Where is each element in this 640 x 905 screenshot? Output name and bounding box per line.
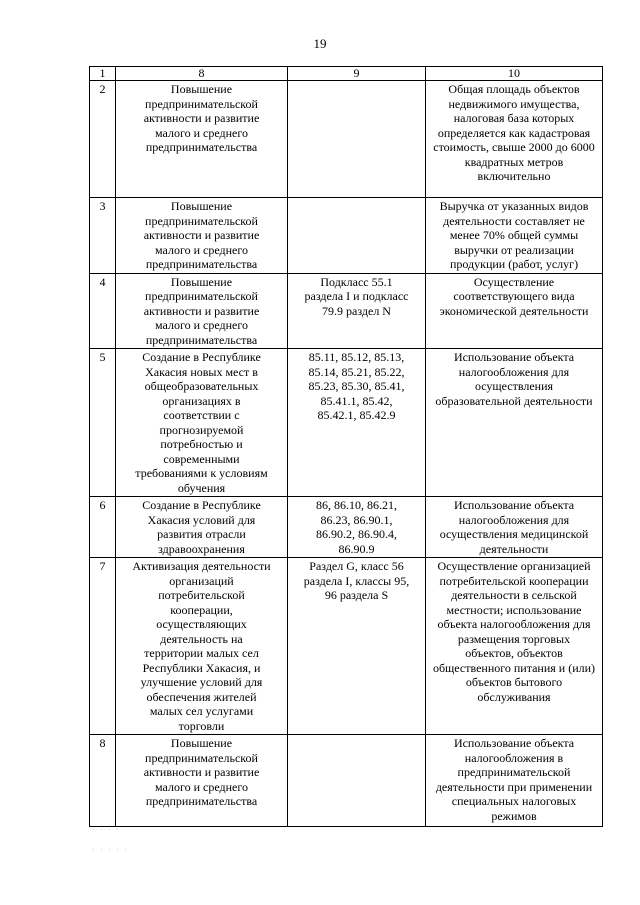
goal-cell: Повышение предпринимательской активности и развитие малого и среднего предпринимательства (116, 198, 288, 274)
goal-cell: Создание в Республике Хакасия условий для развития отрасли здравоохранения (116, 497, 288, 558)
row-number-cell: 6 (90, 497, 116, 558)
table-row (90, 735, 603, 827)
condition-cell: Осуществление соответствующего вида экономической деятельности (426, 273, 603, 349)
condition-cell: Использование объекта налогообложения для осуществления медицинской деятельности (426, 497, 603, 558)
data-table (89, 66, 603, 827)
activity-code-cell: Раздел G, класс 56 раздела I, классы 95, 96 раздела S (288, 558, 426, 735)
activity-code-cell (288, 81, 426, 198)
row-number-cell: 5 (90, 349, 116, 497)
table-header-row (90, 67, 603, 81)
scan-artifact: · · · · (92, 826, 121, 834)
scan-artifact: · · · · · (92, 846, 129, 854)
condition-cell: Использование объекта налогообложения в предпринимательской деятельности при применении специальных налоговых режимов (426, 735, 603, 827)
condition-cell: Осуществление организацией потребительской кооперации деятельности в сельской местности; использование объекта налогообложения для размещения торговых объектов, объектов общественного питания и (или) объектов бытового обслуживания (426, 558, 603, 735)
activity-code-cell: 85.11, 85.12, 85.13, 85.14, 85.21, 85.22, 85.23, 85.30, 85.41, 85.41.1, 85.42, 85.42.1, 85.42.9 (288, 349, 426, 497)
row-number-cell: 3 (90, 198, 116, 274)
condition-cell: Использование объекта налогообложения для осуществления образовательной деятельности (426, 349, 603, 497)
table-row (90, 273, 603, 349)
table-row (90, 349, 603, 497)
table-row (90, 198, 603, 274)
activity-code-cell: Подкласс 55.1 раздела I и подкласс 79.9 раздел N (288, 273, 426, 349)
goal-cell: Повышение предпринимательской активности и развитие малого и среднего предпринимательства (116, 273, 288, 349)
row-number-cell: 7 (90, 558, 116, 735)
header-cell-8: 8 (116, 67, 288, 81)
header-cell-1: 1 (90, 67, 116, 81)
activity-code-cell: 86, 86.10, 86.21, 86.23, 86.90.1, 86.90.2, 86.90.4, 86.90.9 (288, 497, 426, 558)
goal-cell: Активизация деятельности организаций потребительской кооперации, осуществляющих деятельность на территории малых сел Республики Хакасия, и улучшение условий для обеспечения жителей малых сел услугами торговли (116, 558, 288, 735)
condition-cell: Общая площадь объектов недвижимого имущества, налоговая база которых определяется как кадастровая стоимость, свыше 2000 до 6000 квадратных метров включительно (426, 81, 603, 198)
goal-cell: Создание в Республике Хакасия новых мест в общеобразовательных организациях в соответствии с прогнозируемой потребностью и современными требованиями к условиям обучения (116, 349, 288, 497)
activity-code-cell (288, 735, 426, 827)
row-number-cell: 2 (90, 81, 116, 198)
row-number-cell: 4 (90, 273, 116, 349)
header-cell-10: 10 (426, 67, 603, 81)
table-row (90, 558, 603, 735)
goal-cell: Повышение предпринимательской активности и развитие малого и среднего предпринимательства (116, 735, 288, 827)
table-row (90, 497, 603, 558)
goal-cell: Повышение предпринимательской активности и развитие малого и среднего предпринимательства (116, 81, 288, 198)
activity-code-cell (288, 198, 426, 274)
condition-cell: Выручка от указанных видов деятельности составляет не менее 70% общей суммы выручки от реализации продукции (работ, услуг) (426, 198, 603, 274)
page-number: 19 (313, 36, 327, 51)
row-number-cell: 8 (90, 735, 116, 827)
header-cell-9: 9 (288, 67, 426, 81)
table-row (90, 81, 603, 198)
